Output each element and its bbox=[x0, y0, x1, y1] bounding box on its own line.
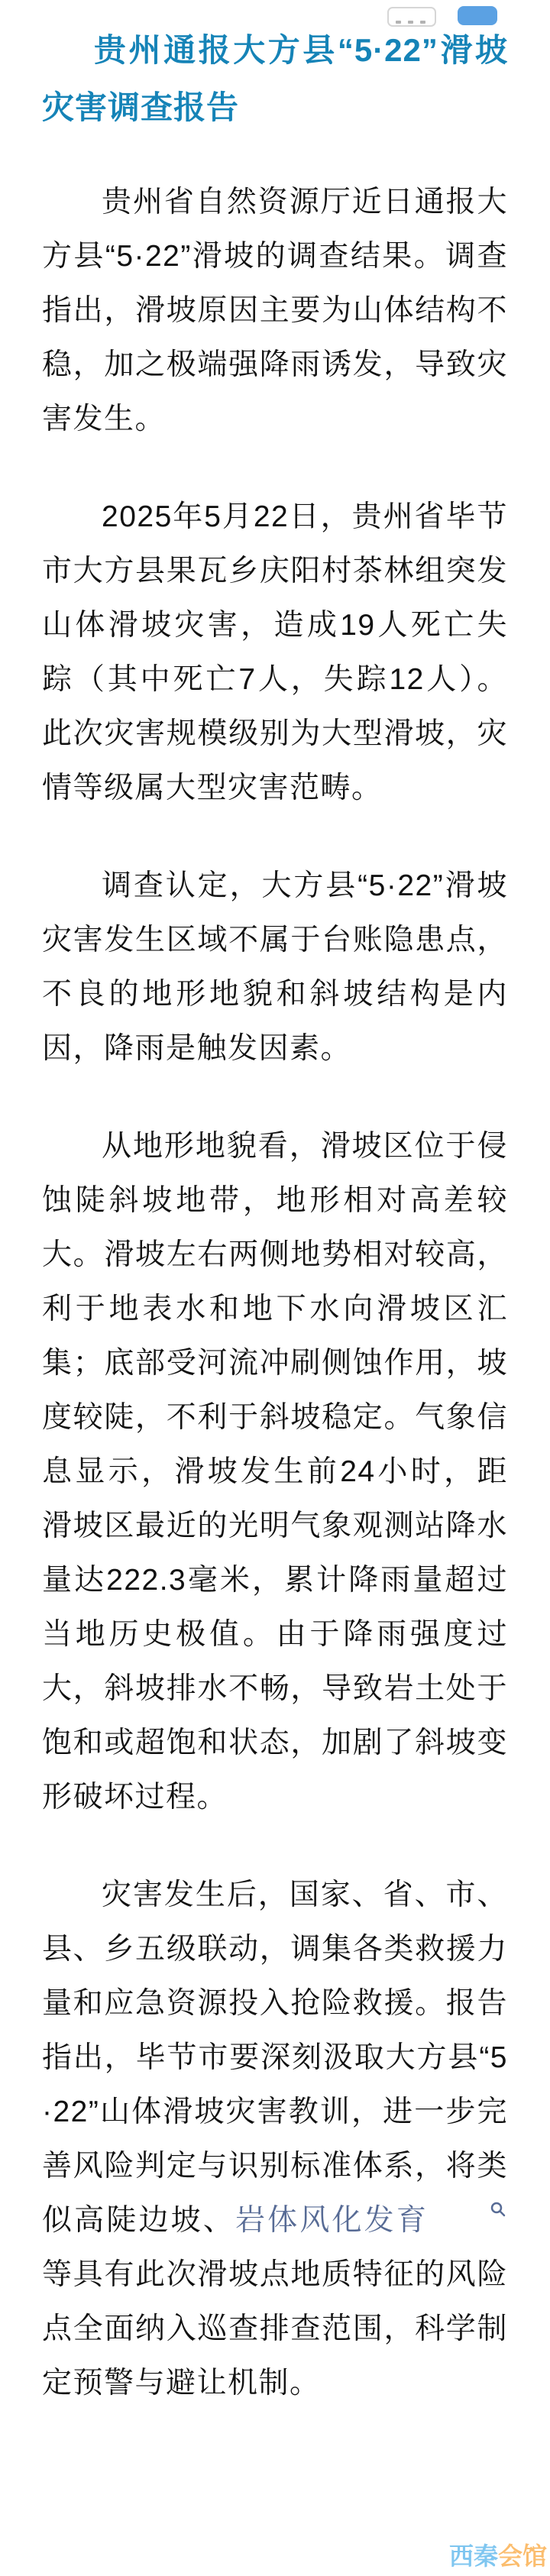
watermark-orange-text: 会馆 bbox=[497, 2542, 547, 2570]
top-cutoff-bar bbox=[0, 21, 550, 31]
paragraph-3: 调查认定，大方县“5·22”滑坡灾害发生区域不属于台账隐患点，不良的地形地貌和斜坡结构是内因，降雨是触发因素。 bbox=[42, 869, 508, 1065]
paragraph-text: 等具有此次滑坡点地质特征的风险点全面纳入巡查排查范围，科学制定预警与避让机制。 bbox=[42, 2258, 508, 2400]
paragraph-1: 贵州省自然资源厅近日通报大方县“5·22”滑坡的调查结果。调查指出，滑坡原因主要为山体结构不稳，加之极端强降雨诱发，导致灾害发生。 bbox=[42, 186, 508, 435]
watermark-blue-text: 西秦 bbox=[448, 2542, 498, 2570]
paragraph-2: 2025年5月22日，贵州省毕节市大方县果瓦乡庆阳村茶林组突发山体滑坡灾害，造成19人死亡失踪（其中死亡7人，失踪12人）。此次灾害规模级别为大型滑坡，灾情等级属大型灾害范畴。 bbox=[42, 500, 508, 804]
paragraph-5 bbox=[42, 1868, 508, 2410]
paragraph-text: 灾害发生后，国家、省、市、县、乡五级联动，调集各类救援力量和应急资源投入抢险救援。报告指出，毕节市要深刻汲取大方县“5·22”山体滑坡灾害教训，进一步完善风险判定与识别标准体系，将类似高陡边坡、 bbox=[42, 1879, 508, 2237]
cutoff-control-glyph bbox=[420, 21, 425, 24]
article-title: 贵州通报大方县“5·22”滑坡灾害调查报告 bbox=[42, 32, 508, 125]
paragraph-4: 从地形地貌看，滑坡区位于侵蚀陡斜坡地带，地形相对高差较大。滑坡左右两侧地势相对较高，利于地表水和地下水向滑坡区汇集；底部受河流冲刷侧蚀作用，坡度较陡，不利于斜坡稳定。气象信息显示，滑坡发生前24小时，距滑坡区最近的光明气象观测站降水量达222.3毫米，累计降雨量超过当地历史极值。由于降雨强度过大，斜坡排水不畅，导致岩土处于饱和或超饱和状态，加剧了斜坡变形破坏过程。 bbox=[42, 1130, 508, 1814]
watermark bbox=[449, 2537, 547, 2572]
search-icon[interactable] bbox=[430, 2201, 506, 2218]
cutoff-control-glyph bbox=[396, 21, 401, 24]
cutoff-font-size-control[interactable] bbox=[387, 7, 436, 27]
entity-link-rock-weathering[interactable]: 岩体风化发育 bbox=[235, 2204, 429, 2237]
cutoff-follow-button[interactable] bbox=[458, 6, 497, 25]
cutoff-control-glyph bbox=[408, 21, 413, 24]
article-body bbox=[0, 21, 550, 2410]
